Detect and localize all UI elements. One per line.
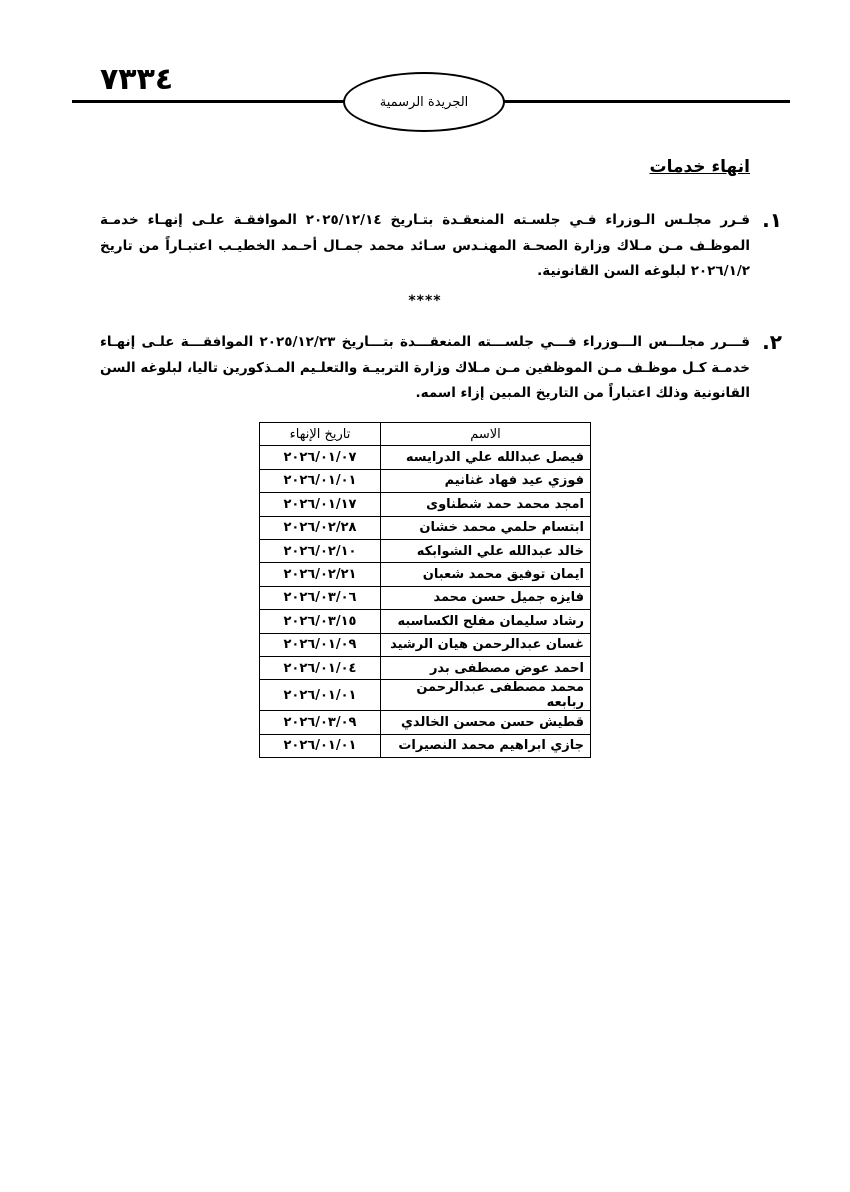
- termination-date: ٢٠٢٦/٠٢/٢٨: [260, 516, 381, 539]
- publication-title: [343, 72, 505, 132]
- table-row: [260, 563, 591, 586]
- employee-name: فوزي عيد فهاد غنانيم: [381, 469, 591, 492]
- table-row: [260, 711, 591, 734]
- termination-date: ٢٠٢٦/٠١/٠١: [260, 680, 381, 711]
- termination-date: ٢٠٢٦/٠٣/١٥: [260, 610, 381, 633]
- termination-date: ٢٠٢٦/٠٣/٠٩: [260, 711, 381, 734]
- employee-name: ابتسام حلمي محمد خشان: [381, 516, 591, 539]
- table-row: [260, 446, 591, 469]
- termination-date: ٢٠٢٦/٠١/٠٩: [260, 633, 381, 656]
- termination-date: ٢٠٢٦/٠١/٠٧: [260, 446, 381, 469]
- table-row: [260, 493, 591, 516]
- employee-name: رشاد سليمان مفلح الكساسبه: [381, 610, 591, 633]
- termination-date: ٢٠٢٦/٠٢/٢١: [260, 563, 381, 586]
- employee-name: فيصل عبدالله علي الدرايسه: [381, 446, 591, 469]
- header-date: تاريخ الإنهاء: [260, 423, 381, 446]
- table-row: [260, 516, 591, 539]
- employee-name: غسان عبدالرحمن هيان الرشيد: [381, 633, 591, 656]
- employee-name: قطيش حسن محسن الخالدي: [381, 711, 591, 734]
- termination-date: ٢٠٢٦/٠٢/١٠: [260, 539, 381, 562]
- table-row: [260, 610, 591, 633]
- header-name: الاسم: [381, 423, 591, 446]
- table-row: [260, 680, 591, 711]
- table-row: [260, 469, 591, 492]
- employee-name: ايمان توفيق محمد شعبان: [381, 563, 591, 586]
- employees-table: [259, 422, 591, 758]
- item-text: قـرر مجلـس الـوزراء فـي جلسـته المنعقـدة بتـاريخ ٢٠٢٥/١٢/١٤ الموافقـة علـى إنهـاء خدمـة الموظـف مـن مـلاك وزارة الصحـة المهنـدس سـائد محمد جمـال أحـمد الخطيـب اعتبـاراً من تاريخ ٢٠٢٦/١/٢ لبلوغه السن القانونية.: [100, 212, 750, 279]
- table-row: [260, 539, 591, 562]
- termination-date: ٢٠٢٦/٠١/١٧: [260, 493, 381, 516]
- decision-item: [100, 330, 782, 407]
- table-row: [260, 734, 591, 757]
- employee-name: محمد مصطفى عبدالرحمن ربابعه: [381, 680, 591, 711]
- item-number: ١.: [762, 208, 782, 232]
- employee-name: جازي ابراهيم محمد النصيرات: [381, 734, 591, 757]
- employee-name: احمد عوض مصطفى بدر: [381, 656, 591, 679]
- item-number: ٢.: [762, 330, 782, 354]
- item-text: قـــرر مجلـــس الـــوزراء فـــي جلســـته المنعقـــدة بتـــاريخ ٢٠٢٥/١٢/٢٣ الموافقـــة علـى إنهـاء خدمـة كـل موظـف مـن الموظفين مـن مـلاك وزارة التربيـة والتعلـيم المـذكورين تاليا، لبلوغه السن القانونية وذلك اعتباراً من التاريخ المبين إزاء اسمه.: [100, 334, 750, 401]
- employee-name: فايزه جميل حسن محمد: [381, 586, 591, 609]
- termination-date: ٢٠٢٦/٠١/٠١: [260, 469, 381, 492]
- termination-date: ٢٠٢٦/٠١/٠٤: [260, 656, 381, 679]
- table-header-row: [260, 423, 591, 446]
- termination-date: ٢٠٢٦/٠١/٠١: [260, 734, 381, 757]
- table-row: [260, 633, 591, 656]
- termination-date: ٢٠٢٦/٠٣/٠٦: [260, 586, 381, 609]
- publication-title-text: الجريدة الرسمية: [379, 94, 469, 110]
- section-title: انهاء خدمات: [649, 157, 750, 177]
- page-number: ٧٣٣٤: [100, 62, 174, 97]
- table-row: [260, 586, 591, 609]
- table-row: [260, 656, 591, 679]
- separator: ****: [408, 293, 442, 309]
- employee-name: امجد محمد حمد شطناوى: [381, 493, 591, 516]
- decision-item: [100, 208, 782, 285]
- employee-name: خالد عبدالله علي الشوابكه: [381, 539, 591, 562]
